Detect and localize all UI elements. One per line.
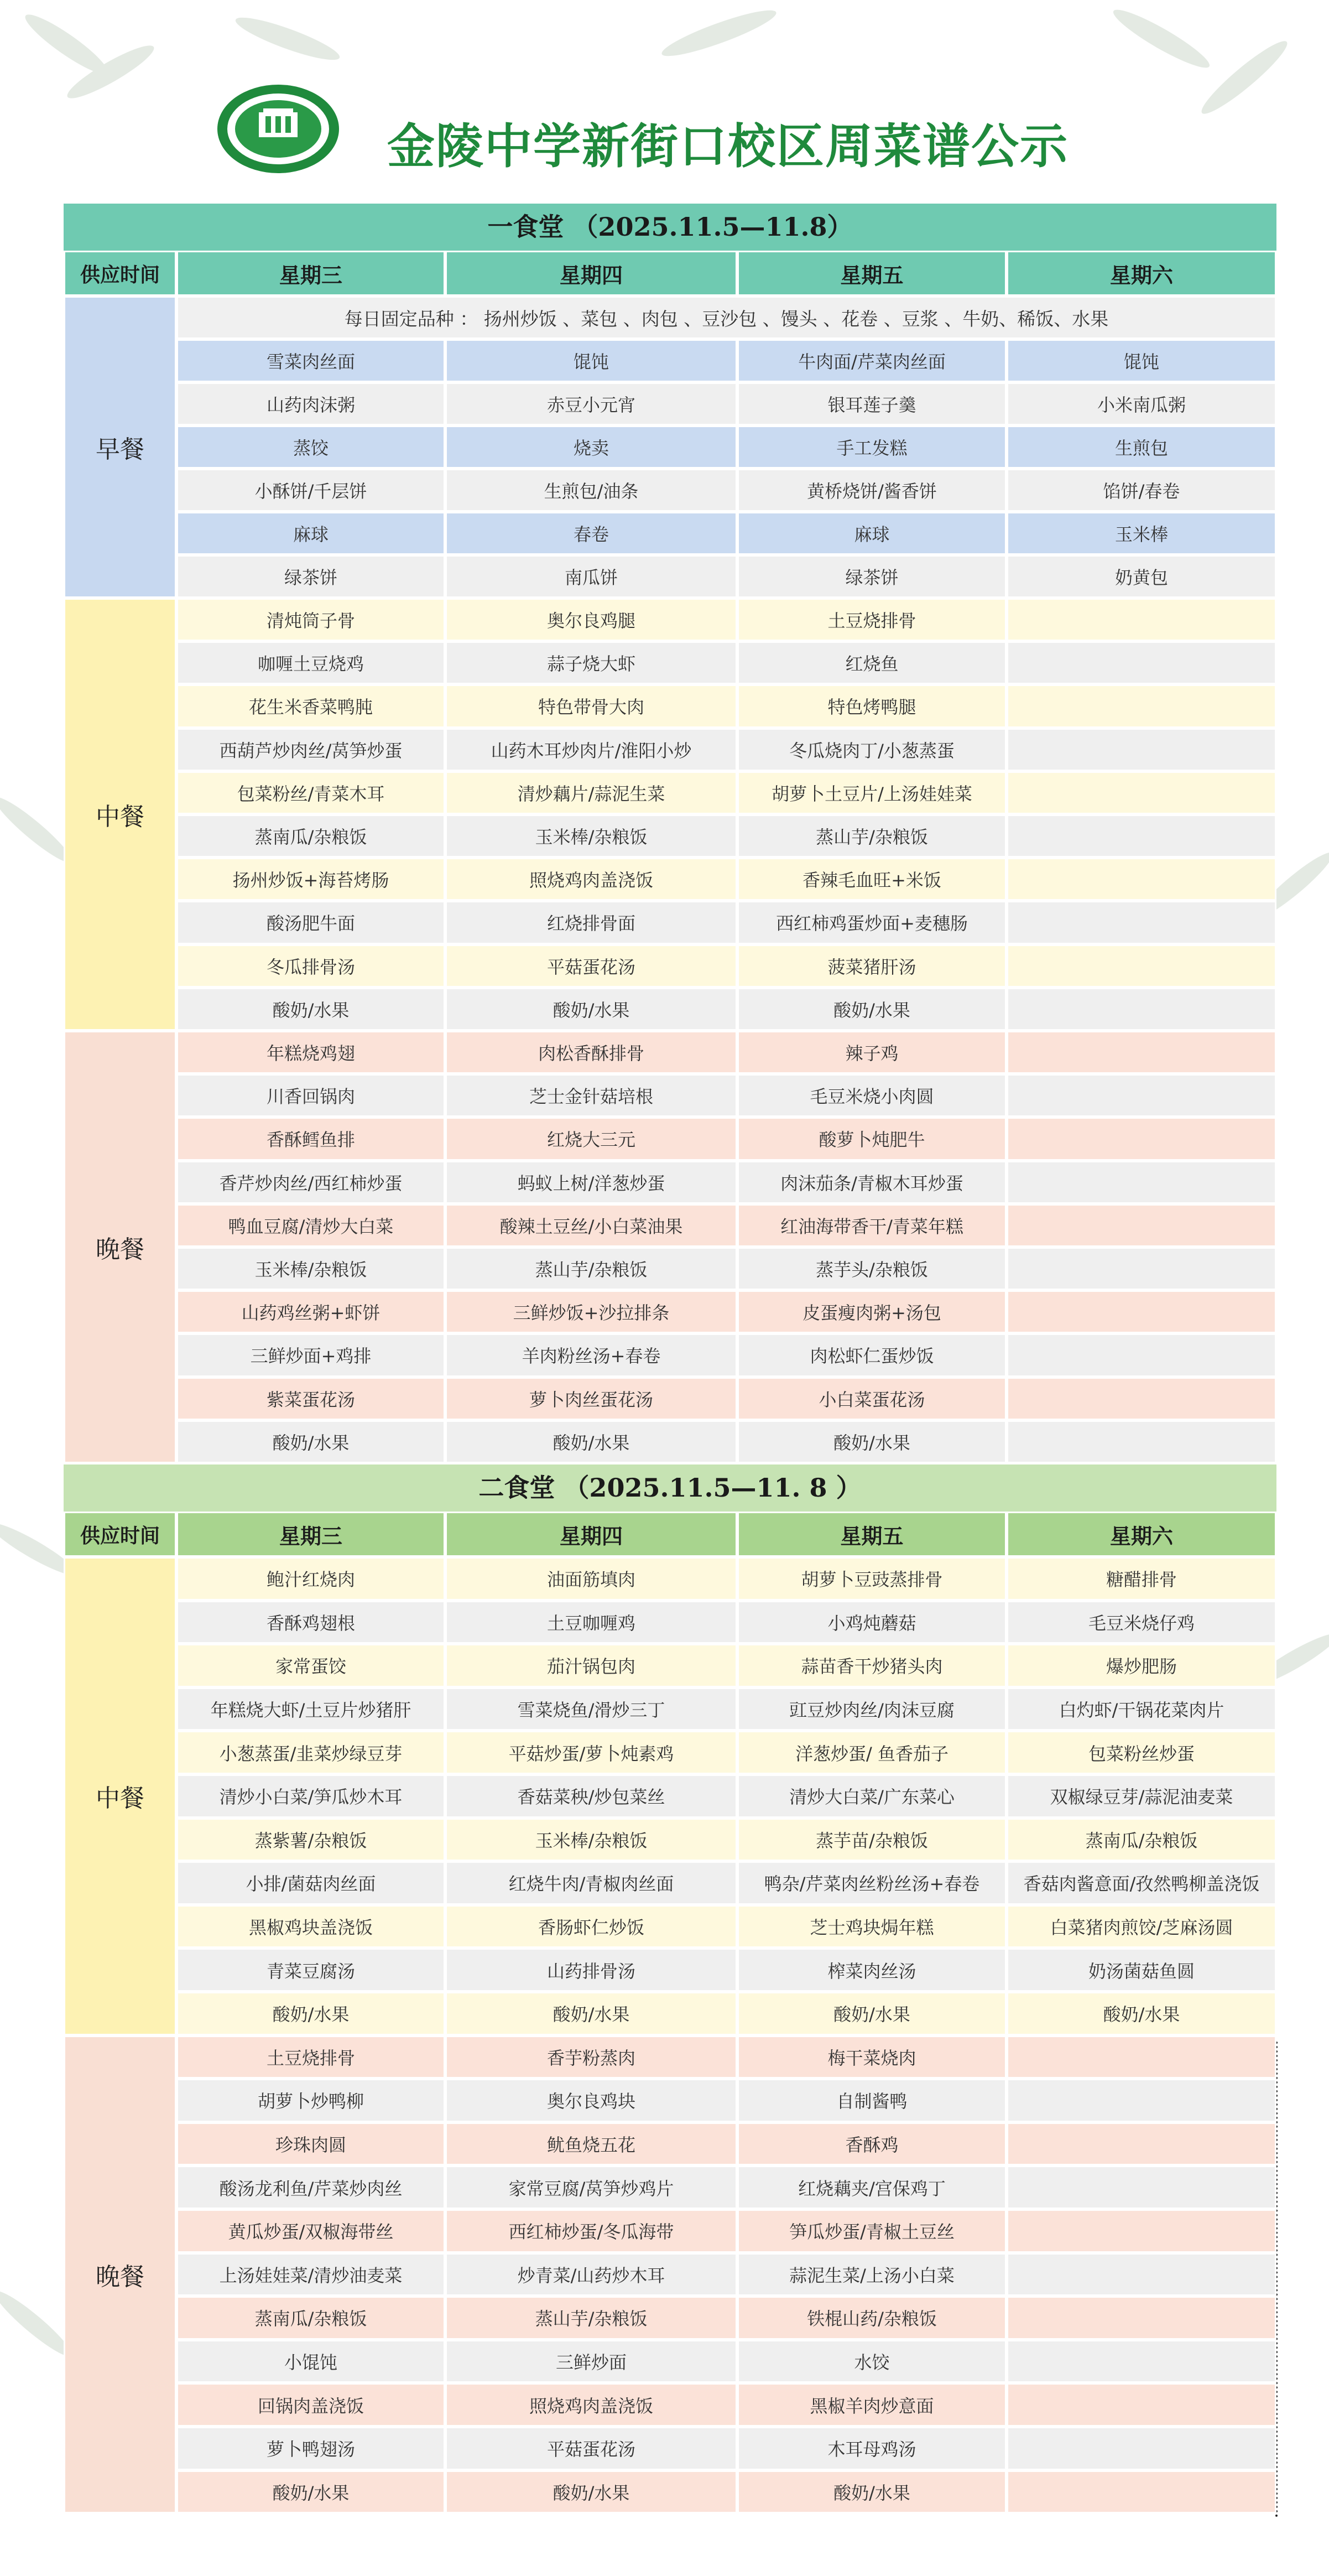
menu-cell: 芝士鸡块焗年糕: [737, 1905, 1007, 1949]
menu-cell: 山药木耳炒肉片/淮阳小炒: [445, 728, 737, 771]
menu-cell: 香酥鳕鱼排: [176, 1117, 445, 1160]
menu-cell: 特色烤鸭腿: [737, 684, 1007, 728]
menu-cell: 糖醋排骨: [1007, 1557, 1276, 1601]
menu-cell: [1007, 858, 1276, 901]
menu-cell: [1007, 641, 1276, 684]
menu-cell: [1007, 1290, 1276, 1333]
menu-cell: 包菜粉丝/青菜木耳: [176, 771, 445, 814]
menu-cell: 麻球: [176, 512, 445, 555]
menu-cell: 三鲜炒面: [445, 2340, 737, 2383]
page-header: [0, 0, 1329, 191]
menu-cell: 玉米棒/杂粮饭: [445, 1818, 737, 1862]
menu-cell: 酸奶/水果: [176, 1420, 445, 1463]
menu-cell: 银耳莲子羹: [737, 382, 1007, 425]
menu-cell: 香芋粉蒸肉: [445, 2035, 737, 2079]
menu-cell: 酸奶/水果: [445, 988, 737, 1031]
menu-cell: 洋葱炒蛋/ 鱼香茄子: [737, 1731, 1007, 1774]
menu-cell: 蒸南瓜/杂粮饭: [176, 2296, 445, 2340]
menu-cell: 蒸芋头/杂粮饭: [737, 1247, 1007, 1290]
menu-cell: 萝卜鸭翅汤: [176, 2427, 445, 2470]
menu-cell: 酸辣土豆丝/小白菜油果: [445, 1204, 737, 1247]
menu-cell: 水饺: [737, 2340, 1007, 2383]
menu-cell: 酸奶/水果: [737, 988, 1007, 1031]
menu-cell: 红烧大三元: [445, 1117, 737, 1160]
menu-cell: 包菜粉丝炒蛋: [1007, 1731, 1276, 1774]
menu-cell: [1007, 728, 1276, 771]
col-header-day-0: 星期三: [176, 1512, 445, 1557]
menu-cell: 生煎包: [1007, 425, 1276, 469]
menu-cell: 西红柿炒蛋/冬瓜海带: [445, 2209, 737, 2253]
menu-cell: 酸奶/水果: [737, 1992, 1007, 2035]
menu-cell: [1007, 1074, 1276, 1117]
menu-cell: 奥尔良鸡腿: [445, 598, 737, 641]
menu-cell: 香芹炒肉丝/西红柿炒蛋: [176, 1161, 445, 1204]
menu-cell: [1007, 1161, 1276, 1204]
menu-cell: 奶汤菌菇鱼圆: [1007, 1948, 1276, 1992]
menu-cell: [1007, 2383, 1276, 2427]
menu-cell: [1007, 1204, 1276, 1247]
dinner-label: 晚餐: [64, 2035, 176, 2514]
menu-cell: [1007, 1031, 1276, 1074]
menu-cell: 春卷: [445, 512, 737, 555]
menu-cell: 蒸山芋/杂粮饭: [445, 1247, 737, 1290]
menu-cell: 萝卜肉丝蛋花汤: [445, 1377, 737, 1420]
menu-cell: [1007, 598, 1276, 641]
menu-cell: 蒸南瓜/杂粮饭: [1007, 1818, 1276, 1862]
menu-cell: 生煎包/油条: [445, 469, 737, 512]
menu-cell: [1007, 1117, 1276, 1160]
menu-cell: [1007, 771, 1276, 814]
menu-cell: 玉米棒/杂粮饭: [176, 1247, 445, 1290]
menu-cell: 酸奶/水果: [737, 2470, 1007, 2514]
menu-cell: 蒜苗香干炒猪头肉: [737, 1644, 1007, 1687]
menu-cell: 年糕烧鸡翅: [176, 1031, 445, 1074]
menu-cell: 馄饨: [1007, 339, 1276, 382]
menu-cell: [1007, 2470, 1276, 2514]
menu-cell: [1007, 2165, 1276, 2209]
menu-cell: 紫菜蛋花汤: [176, 1377, 445, 1420]
menu-cell: 肉松虾仁蛋炒饭: [737, 1333, 1007, 1377]
menu-cell: 双椒绿豆芽/蒜泥油麦菜: [1007, 1774, 1276, 1818]
menu-cell: 香肠虾仁炒饭: [445, 1905, 737, 1949]
menu-cell: 小葱蒸蛋/韭菜炒绿豆芽: [176, 1731, 445, 1774]
menu-cell: 白灼虾/干锅花菜肉片: [1007, 1687, 1276, 1731]
menu-cell: 玉米棒/杂粮饭: [445, 814, 737, 858]
menu-cell: 绿茶饼: [737, 555, 1007, 598]
menu-cell: [1007, 1377, 1276, 1420]
menu-cell: 玉米棒: [1007, 512, 1276, 555]
menu-cell: 香菇肉酱意面/孜然鸭柳盖浇饭: [1007, 1861, 1276, 1905]
menu-cell: 冬瓜烧肉丁/小葱蒸蛋: [737, 728, 1007, 771]
dinner-label: 晚餐: [64, 1031, 176, 1463]
menu-cell: 毛豆米烧仔鸡: [1007, 1601, 1276, 1644]
menu-cell: 黄桥烧饼/酱香饼: [737, 469, 1007, 512]
menu-cell: 梅干菜烧肉: [737, 2035, 1007, 2079]
menu-cell: 赤豆小元宵: [445, 382, 737, 425]
menu-cell: 毛豆米烧小肉圆: [737, 1074, 1007, 1117]
menu-cell: 红烧藕夹/宫保鸡丁: [737, 2165, 1007, 2209]
menu-cell: 红油海带香干/青菜年糕: [737, 1204, 1007, 1247]
menu-cell: 酸奶/水果: [176, 1992, 445, 2035]
menu-cell: 平菇蛋花汤: [445, 2427, 737, 2470]
menu-cell: [1007, 2209, 1276, 2253]
menu-cell: 肉沫茄条/青椒木耳炒蛋: [737, 1161, 1007, 1204]
menu-cell: 酸奶/水果: [176, 2470, 445, 2514]
menu-cell: 花生米香菜鸭肫: [176, 684, 445, 728]
menu-cell: [1007, 2035, 1276, 2079]
col-header-day-1: 星期四: [445, 1512, 737, 1557]
menu-cell: 茄汁锅包肉: [445, 1644, 737, 1687]
menu-cell: 酸奶/水果: [445, 1992, 737, 2035]
menu-cell: 鸭杂/芹菜肉丝粉丝汤+春卷: [737, 1861, 1007, 1905]
menu-cell: 酸奶/水果: [737, 1420, 1007, 1463]
menu-cell: 香酥鸡: [737, 2122, 1007, 2166]
menu-cell: 扬州炒饭+海苔烤肠: [176, 858, 445, 901]
menu-cell: 蒸芋苗/杂粮饭: [737, 1818, 1007, 1862]
col-header-time: 供应时间: [64, 1512, 176, 1557]
menu-cell: [1007, 2296, 1276, 2340]
menu-cell: 上汤娃娃菜/清炒油麦菜: [176, 2253, 445, 2297]
menu-cell: 土豆咖喱鸡: [445, 1601, 737, 1644]
menu-cell: 铁棍山药/杂粮饭: [737, 2296, 1007, 2340]
menu-cell: 清炒小白菜/笋瓜炒木耳: [176, 1774, 445, 1818]
col-header-day-3: 星期六: [1007, 1512, 1276, 1557]
menu-cell: 酸奶/水果: [445, 2470, 737, 2514]
menu-cell: 雪菜肉丝面: [176, 339, 445, 382]
menu-cell: [1007, 2122, 1276, 2166]
menu-cell: 木耳母鸡汤: [737, 2427, 1007, 2470]
menu-cell: 小馄饨: [176, 2340, 445, 2383]
menu-cell: 红烧鱼: [737, 641, 1007, 684]
menu-cell: 西红柿鸡蛋炒面+麦穗肠: [737, 901, 1007, 944]
menu-cell: 家常豆腐/莴笋炒鸡片: [445, 2165, 737, 2209]
col-header-day-3: 星期六: [1007, 251, 1276, 296]
menu-cell: 白菜猪肉煎饺/芝麻汤圆: [1007, 1905, 1276, 1949]
menu-cell: 油面筋填肉: [445, 1557, 737, 1601]
menu-cell: 酸奶/水果: [1007, 1992, 1276, 2035]
menu-cell: [1007, 1333, 1276, 1377]
menu-cell: 鲍汁红烧肉: [176, 1557, 445, 1601]
menu-cell: 奥尔良鸡块: [445, 2079, 737, 2122]
menu-cell: [1007, 1247, 1276, 1290]
menu-cell: [1007, 2427, 1276, 2470]
menu-cell: [1007, 988, 1276, 1031]
menu-cell: 烧卖: [445, 425, 737, 469]
menu-cell: 土豆烧排骨: [176, 2035, 445, 2079]
menu-cell: 西葫芦炒肉丝/莴笋炒蛋: [176, 728, 445, 771]
menu-cell: 蒸南瓜/杂粮饭: [176, 814, 445, 858]
menu-cell: 小鸡炖蘑菇: [737, 1601, 1007, 1644]
menu-cell: 手工发糕: [737, 425, 1007, 469]
menu-cell: [1007, 684, 1276, 728]
menu-cell: 小米南瓜粥: [1007, 382, 1276, 425]
menu-cell: 山药鸡丝粥+虾饼: [176, 1290, 445, 1333]
menu-cell: 鸭血豆腐/清炒大白菜: [176, 1204, 445, 1247]
menu-cell: [1007, 1420, 1276, 1463]
col-header-day-2: 星期五: [737, 1512, 1007, 1557]
lunch-label: 中餐: [64, 598, 176, 1031]
menu-cell: [1007, 901, 1276, 944]
menu-cell: 胡萝卜炒鸭柳: [176, 2079, 445, 2122]
menu-cell: 馅饼/春卷: [1007, 469, 1276, 512]
menu-cell: 特色带骨大肉: [445, 684, 737, 728]
menu-cell: 蚂蚁上树/洋葱炒蛋: [445, 1161, 737, 1204]
menu-cell: 香菇菜秧/炒包菜丝: [445, 1774, 737, 1818]
menu-cell: 清炖筒子骨: [176, 598, 445, 641]
menu-cell: [1007, 2253, 1276, 2297]
menu-cell: 黑椒鸡块盖浇饭: [176, 1905, 445, 1949]
menu-cell: 酸汤龙利鱼/芹菜炒肉丝: [176, 2165, 445, 2209]
menu-cell: 蒜泥生菜/上汤小白菜: [737, 2253, 1007, 2297]
menu-cell: 笋瓜炒蛋/青椒土豆丝: [737, 2209, 1007, 2253]
menu-cell: [1007, 2079, 1276, 2122]
menu-cell: 榨菜肉丝汤: [737, 1948, 1007, 1992]
menu-cell: 雪菜烧鱼/滑炒三丁: [445, 1687, 737, 1731]
menu-cell: [1007, 944, 1276, 988]
menu-cell: 酸萝卜炖肥牛: [737, 1117, 1007, 1160]
menu-cell: 三鲜炒面+鸡排: [176, 1333, 445, 1377]
menu-cell: 蒸紫薯/杂粮饭: [176, 1818, 445, 1862]
menu-cell: 照烧鸡肉盖浇饭: [445, 2383, 737, 2427]
menu-cell: 麻球: [737, 512, 1007, 555]
menu-cell: 香酥鸡翅根: [176, 1601, 445, 1644]
menu-cell: 蒜子烧大虾: [445, 641, 737, 684]
menu-cell: [1007, 814, 1276, 858]
page-title: 金陵中学新街口校区周菜谱公示: [387, 119, 1069, 174]
school-logo-icon: [215, 82, 342, 176]
menu-cell: 清炒藕片/蒜泥生菜: [445, 771, 737, 814]
col-header-day-0: 星期三: [176, 251, 445, 296]
menu-cell: 山药肉沫粥: [176, 382, 445, 425]
col-header-time: 供应时间: [64, 251, 176, 296]
menu-cell: 小白菜蛋花汤: [737, 1377, 1007, 1420]
menu-cell: 芝士金针菇培根: [445, 1074, 737, 1117]
col-header-day-2: 星期五: [737, 251, 1007, 296]
menu-cell: 南瓜饼: [445, 555, 737, 598]
menu-cell: 川香回锅肉: [176, 1074, 445, 1117]
canteen1-banner: 一食堂 （2025.11.5—11.8）: [64, 204, 1276, 251]
menu-cell: 咖喱土豆烧鸡: [176, 641, 445, 684]
menu-cell: 黄瓜炒蛋/双椒海带丝: [176, 2209, 445, 2253]
menu-cell: 胡萝卜土豆片/上汤娃娃菜: [737, 771, 1007, 814]
menu-cell: 红烧排骨面: [445, 901, 737, 944]
menu-cell: 香辣毛血旺+米饭: [737, 858, 1007, 901]
menu-cell: 回锅肉盖浇饭: [176, 2383, 445, 2427]
menu-cell: 牛肉面/芹菜肉丝面: [737, 339, 1007, 382]
menu-cell: 黑椒羊肉炒意面: [737, 2383, 1007, 2427]
menu-cell: 鱿鱼烧五花: [445, 2122, 737, 2166]
menu-cell: 家常蛋饺: [176, 1644, 445, 1687]
menu-cell: 红烧牛肉/青椒肉丝面: [445, 1861, 737, 1905]
menu-cell: 照烧鸡肉盖浇饭: [445, 858, 737, 901]
menu-cell: 珍珠肉圆: [176, 2122, 445, 2166]
canteen2-banner: 二食堂 （2025.11.5—11. 8 ）: [64, 1464, 1276, 1512]
menu-cell: 羊肉粉丝汤+春卷: [445, 1333, 737, 1377]
menu-cell: 蒸饺: [176, 425, 445, 469]
menu-cell: 奶黄包: [1007, 555, 1276, 598]
menu-cell: 冬瓜排骨汤: [176, 944, 445, 988]
menu-cell: 蒸山芋/杂粮饭: [445, 2296, 737, 2340]
menu-cell: 山药排骨汤: [445, 1948, 737, 1992]
menu-cell: 皮蛋瘦肉粥+汤包: [737, 1290, 1007, 1333]
menu-cell: 小排/菌菇肉丝面: [176, 1861, 445, 1905]
menu-cell: 酸汤肥牛面: [176, 901, 445, 944]
menu-cell: 年糕烧大虾/土豆片炒猪肝: [176, 1687, 445, 1731]
menu-cell: 胡萝卜豆豉蒸排骨: [737, 1557, 1007, 1601]
menu-cell: 爆炒肥肠: [1007, 1644, 1276, 1687]
menu-cell: 自制酱鸭: [737, 2079, 1007, 2122]
menu-cell: 土豆烧排骨: [737, 598, 1007, 641]
menu-cell: [1007, 2340, 1276, 2383]
menu-cell: 清炒大白菜/广东菜心: [737, 1774, 1007, 1818]
menu-cell: 馄饨: [445, 339, 737, 382]
menu-cell: 蒸山芋/杂粮饭: [737, 814, 1007, 858]
lunch-label: 中餐: [64, 1557, 176, 2035]
breakfast-label: 早餐: [64, 296, 176, 598]
menu-cell: 豇豆炒肉丝/肉沫豆腐: [737, 1687, 1007, 1731]
fixed-items: 每日固定品种 ： 扬州炒饭 、菜包 、肉包 、豆沙包 、馒头 、花卷 、豆浆 、牛奶、稀饭、水果: [176, 296, 1276, 339]
menu-cell: 三鲜炒饭+沙拉排条: [445, 1290, 737, 1333]
menu-cell: 小酥饼/千层饼: [176, 469, 445, 512]
menu-cell: 肉松香酥排骨: [445, 1031, 737, 1074]
menu-cell: 平菇炒蛋/萝卜炖素鸡: [445, 1731, 737, 1774]
menu-cell: 青菜豆腐汤: [176, 1948, 445, 1992]
col-header-day-1: 星期四: [445, 251, 737, 296]
menu-cell: 酸奶/水果: [445, 1420, 737, 1463]
menu-cell: 炒青菜/山药炒木耳: [445, 2253, 737, 2297]
menu-cell: 辣子鸡: [737, 1031, 1007, 1074]
menu-cell: 酸奶/水果: [176, 988, 445, 1031]
menu-cell: 平菇蛋花汤: [445, 944, 737, 988]
menu-cell: 菠菜猪肝汤: [737, 944, 1007, 988]
menu-cell: 绿茶饼: [176, 555, 445, 598]
